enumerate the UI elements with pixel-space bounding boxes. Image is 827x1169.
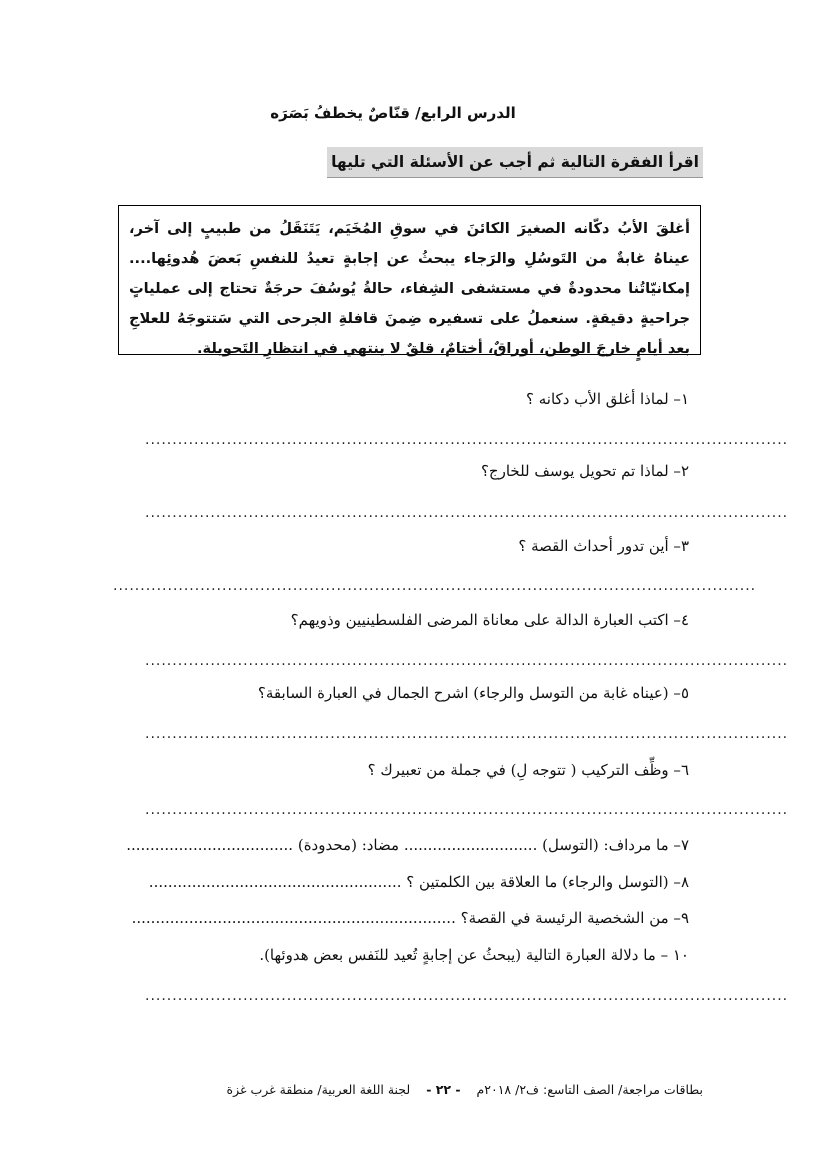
answer-line-2[interactable]: ......................................................................................................................	[145, 505, 789, 521]
question-3: ٣– أين تدور أحداث القصة ؟	[518, 537, 689, 555]
answer-blank-9[interactable]: ....................................................................	[131, 909, 456, 927]
reading-passage: أغلقَ الأبُ دكّانه الصغيرَ الكائنَ في سوقِ المُخَيَم، يَتَنَقَلُ من طبيبٍ إلى آخر، عيناهُ غابةٌ من التَوسُلِ والرَجاء يبحثُ عن إجابةٍ تعيدُ للنفسِ بَعضَ هُدوئِها.... إمكانيّاتُنا محدودةٌ في مستشفى الشِفاء، حالةُ يُوسُفَ حرجَةٌ تحتاج إلى عملياتٍ جراحيةٍ دقيقةٍ. سنعملُ على تسفيره ضِمنَ قافلةِ الجرحى التي سَتتوجَهُ للعلاجِ بعد أيامٍ خارجَ الوطن، أوراقٌ، أختامٌ، قلقٌ لا ينتهي في انتظارِ التَحويلة.	[118, 205, 701, 355]
footer-committee: لجنة اللغة العربية/ منطقة غرب غزة	[226, 1082, 411, 1097]
question-1: ١– لماذا أغلق الأب دكانه ؟	[526, 390, 689, 408]
answer-blank-7b[interactable]: ...................................	[126, 836, 294, 854]
answer-line-1[interactable]: ......................................................................................................................	[145, 432, 789, 448]
answer-blank-7a[interactable]: ............................	[403, 836, 538, 854]
question-2: ٢– لماذا تم تحويل يوسف للخارج؟	[480, 462, 689, 480]
question-4: ٤– اكتب العبارة الدالة على معاناة المرضى الفلسطينيين وذويهم؟	[290, 611, 689, 629]
page-number: - ٢٢ -	[426, 1082, 461, 1097]
question-7	[126, 836, 689, 854]
lesson-title: الدرس الرابع/ قنّاصٌ يخطفُ بَصَرَه	[270, 104, 516, 122]
answer-line-6[interactable]: ......................................................................................................................	[145, 802, 789, 818]
answer-line-10[interactable]: ......................................................................................................................	[145, 988, 789, 1004]
question-7-antonym: مضاد: (محدودة)	[293, 836, 400, 854]
answer-line-4[interactable]: ......................................................................................................................	[145, 653, 789, 669]
question-9-text: ٩– من الشخصية الرئيسة في القصة؟	[455, 909, 689, 927]
answer-blank-8[interactable]: .....................................................	[148, 873, 402, 891]
question-6: ٦– وظِّف التركيب ( تتوجه لِ) في جملة من تعبيرك ؟	[367, 761, 689, 779]
question-9	[132, 909, 689, 927]
page-footer	[221, 1082, 709, 1097]
footer-card-info: بطاقات مراجعة/ الصف التاسع: ف٢/ ٢٠١٨م	[476, 1082, 703, 1097]
question-5: ٥– (عيناه غابة من التوسل والرجاء) اشرح الجمال في العبارة السابقة؟	[257, 684, 689, 702]
question-7-synonym: ٧– ما مرداف: (التوسل)	[537, 836, 689, 854]
answer-line-3[interactable]: ......................................................................................................................	[113, 578, 757, 594]
question-10: ١٠ – ما دلالة العبارة التالية (يبحثُ عن إجابةٍ تُعيد للنَفس بعض هدوئها).	[259, 946, 689, 964]
answer-line-5[interactable]: ......................................................................................................................	[145, 726, 789, 742]
question-8	[149, 873, 689, 891]
question-8-text: ٨– (التوسل والرجاء) ما العلاقة بين الكلمتين ؟	[406, 873, 689, 891]
reading-instruction: اقرأ الفقرة التالية ثم أجب عن الأسئلة التي تليها	[327, 147, 703, 178]
